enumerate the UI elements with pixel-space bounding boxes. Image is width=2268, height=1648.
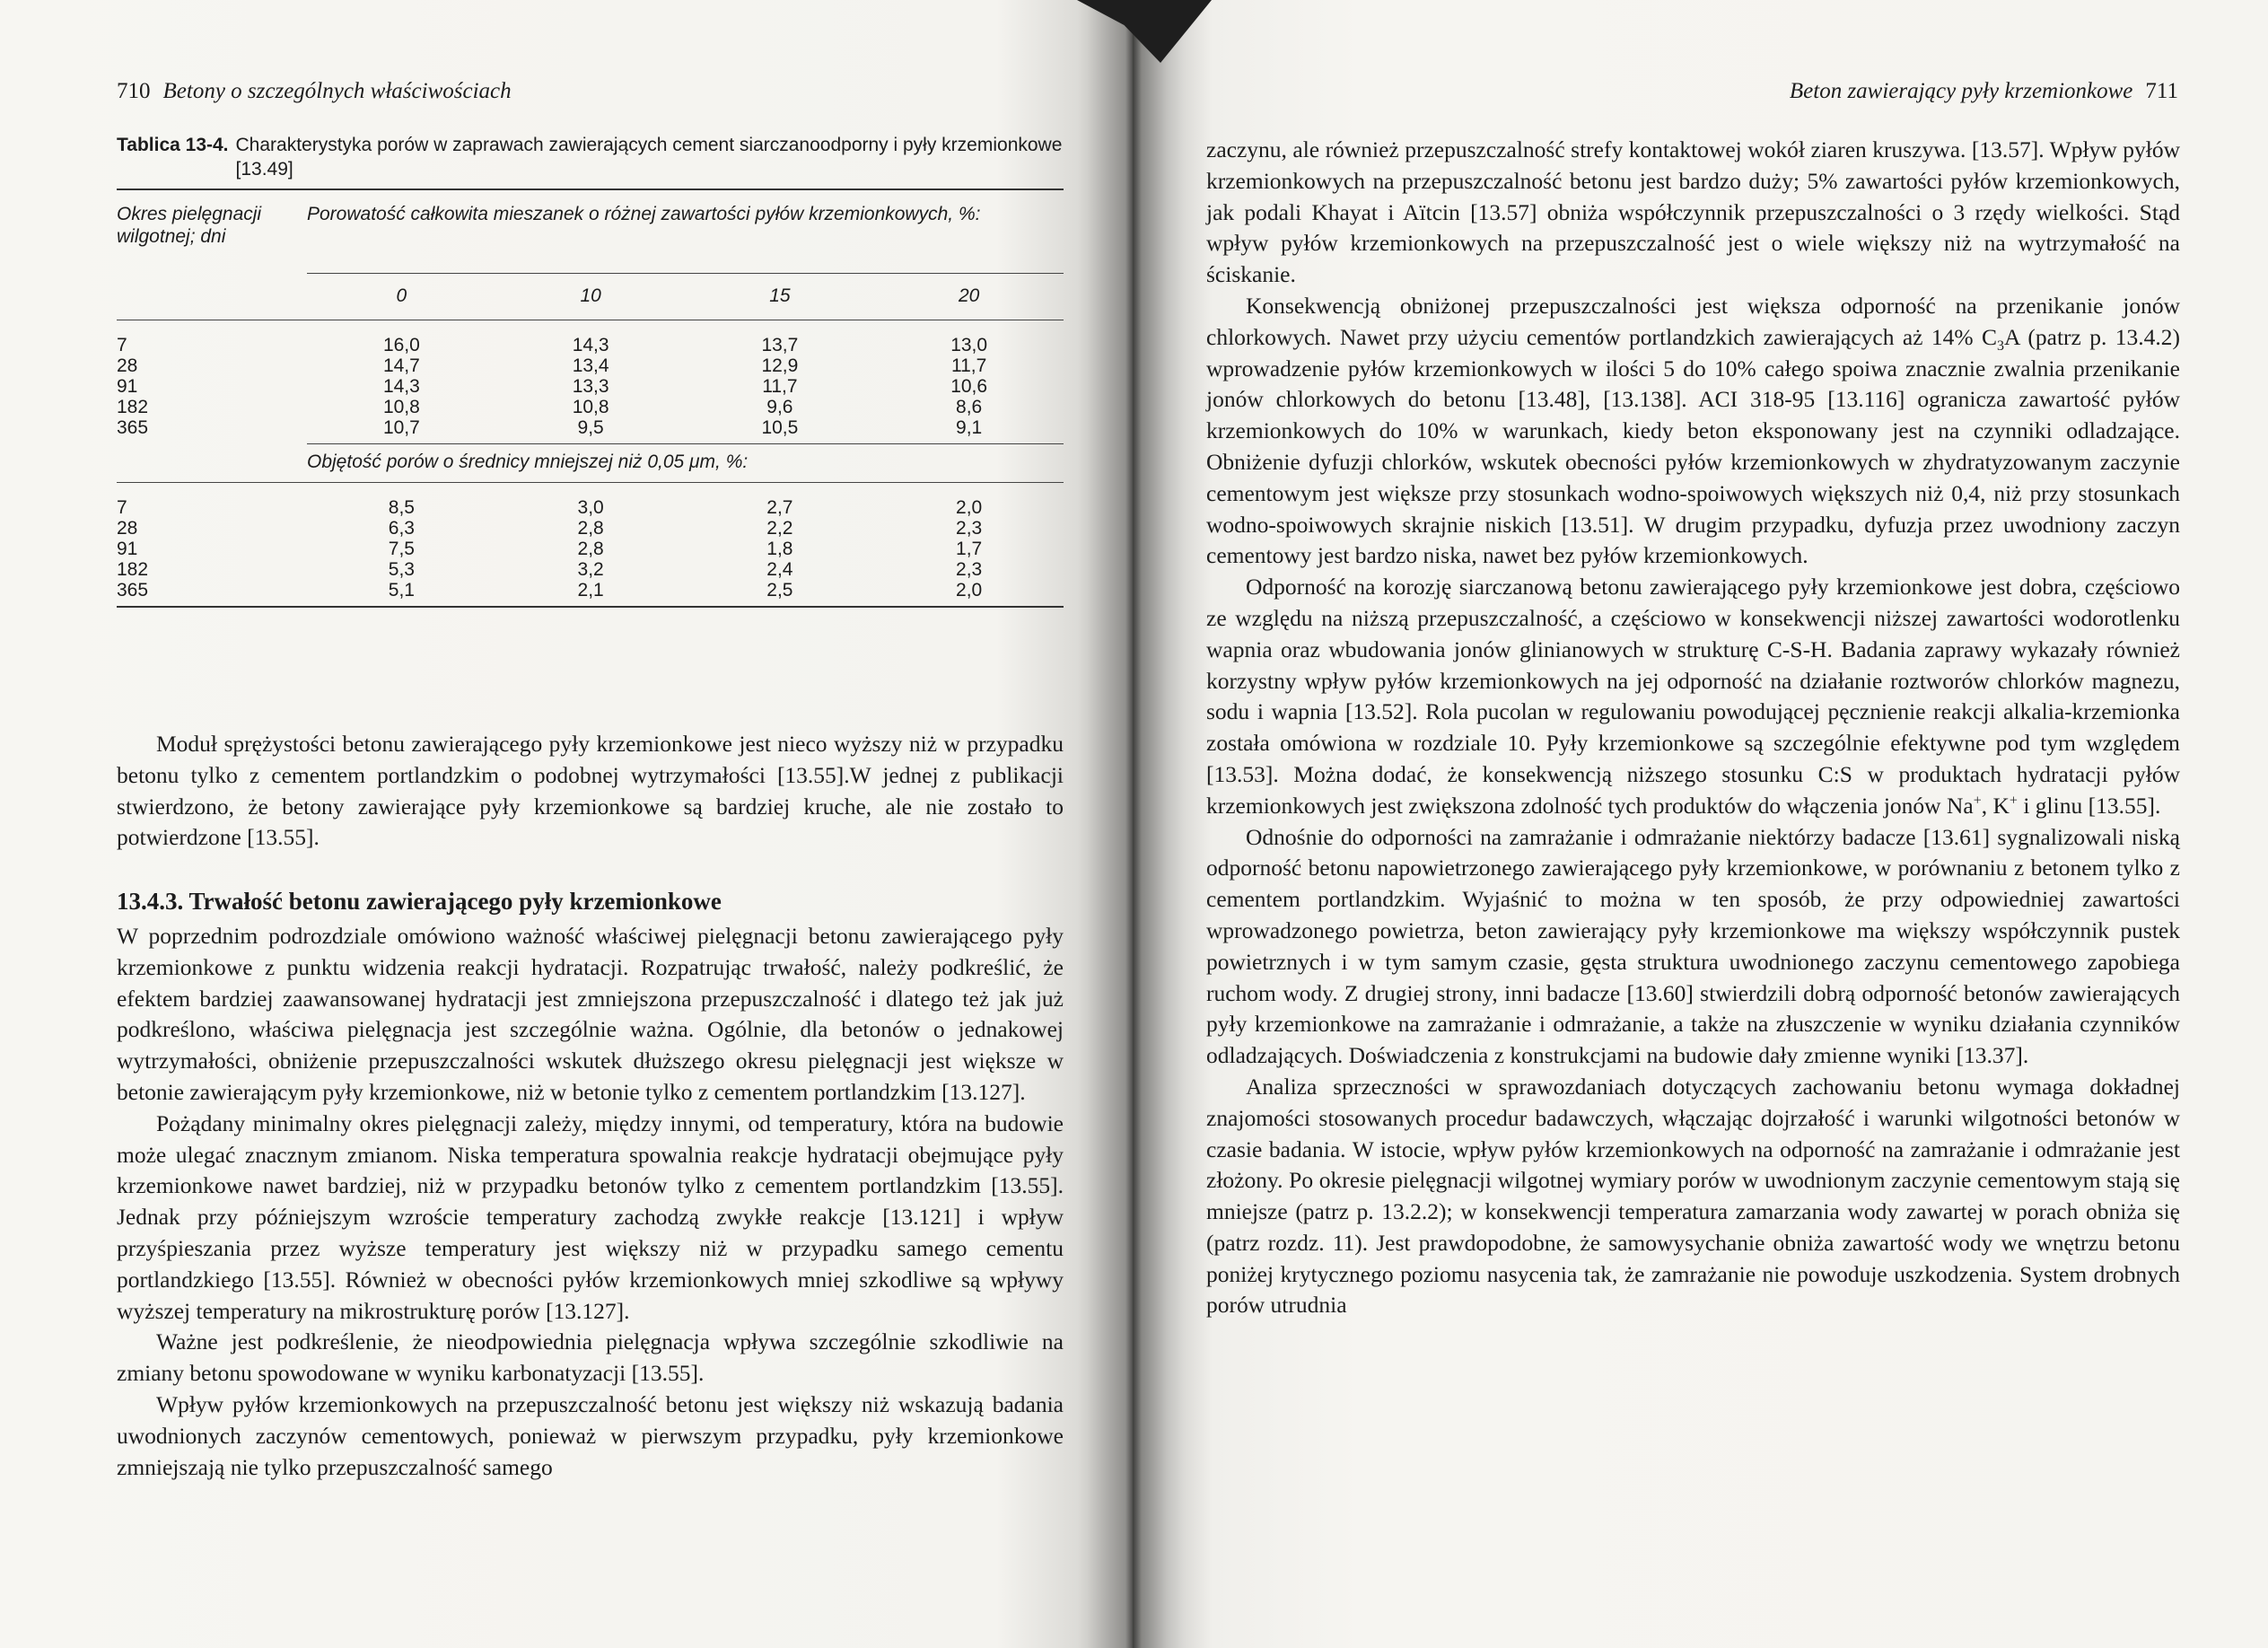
- span-header-small-pores: Objętość porów o średnicy mniejszej niż 0,05 μm, %:: [307, 451, 749, 472]
- value-cell: 1,7: [956, 539, 983, 559]
- value-cell: 13,3: [572, 376, 609, 397]
- col1-header: Okres pielęgnacji wilgotnej; dni: [117, 204, 262, 247]
- value-cell: 2,3: [956, 559, 983, 580]
- left-page-number: 710: [117, 79, 151, 103]
- value-cell: 8,5: [388, 497, 415, 518]
- value-cell: 2,2: [766, 518, 793, 539]
- day-cell: 7: [117, 335, 127, 355]
- value-cell: 10,5: [761, 417, 799, 438]
- paragraph-part: A (patrz p. 13.4.2) wprowadzenie pyłów krzemionkowych w ilości 5 do 10% całego spoiwa znacznie zwalnia przenikanie jonów chlorkowych do betonu [13.48], [13.138]. ACI 318-95 [13.116] ogranicza zawartość pyłów krzemionkowych do 10% w warunkach, kiedy beton eksponowany jest na czynniki odladzające. Obniżenie dyfuzji chlorków, wskutek obecności pyłów krzemionkowych w zhydratyzowanym zaczynie cementowym jest większe przy stosunkach wodno-spoiwowych większych niż 0,4, niż przy stosunkach wodno-spoiwowych skrajnie niskich [13.51]. W drugim przypadku, dyfuzja przez uwodniony zaczyn cementowy jest bardzo niska, nawet bez pyłów krzemionkowych.: [1206, 323, 2180, 569]
- table-section-1: [117, 320, 1064, 443]
- day-cell: 365: [117, 417, 149, 438]
- paragraph-part: Odporność na korozję siarczanową betonu zawierającego pyły krzemionkowe jest dobra, częściowo ze względu na niższą przepuszczalność, a częściowo w konsekwencji niższej zawartości wodorotlenku wapnia oraz wbudowania jonów glinianowych w strukturę C-S-H. Badania zaprawy wykazały również korzystny wpływ pyłów krzemionkowych na jej odporność na działanie roztworów chlorków magnezu, sodu i wapnia [13.52]. Rola pucolan w regulowaniu powodującej pęcznienie reakcji alkalia-krzemionka została omówiona w rozdziale 10. Pyły krzemionkowe są szczególnie efektywne pod tym względem [13.53]. Można dodać, że konsekwencją niższego stosunku C:S w produktach hydratacji pyłów krzemionkowych jest zwiększona zdolność tych produktów do włączenia jonów Na: [1206, 574, 2180, 819]
- value-cell: 2,0: [956, 497, 983, 518]
- day-cell: 365: [117, 580, 149, 600]
- column-header: 15: [769, 285, 791, 306]
- left-running-title: Betony o szczególnych właściwościach: [162, 79, 512, 103]
- section-heading: 13.4.3. Trwałość betonu zawierającego pyły krzemionkowe: [117, 888, 722, 916]
- paragraph: Wpływ pyłów krzemionkowych na przepuszczalność betonu jest większy niż wskazują badania uwodnionych zaczynów cementowych, ponieważ w pierwszym przypadku, pyły krzemionkowe zmniejszają nie tylko przepuszczalność samego: [117, 1390, 1064, 1480]
- superscript: +: [2009, 793, 2018, 809]
- right-page-number: 711: [2145, 79, 2178, 103]
- table-section-2: [117, 483, 1064, 606]
- value-cell: 5,3: [388, 559, 415, 580]
- day-cell: 28: [117, 518, 138, 539]
- value-cell: 13,4: [572, 355, 609, 376]
- value-column: [874, 335, 1064, 438]
- column-headers: [307, 285, 1064, 307]
- value-column: [496, 497, 686, 600]
- value-column: [496, 335, 686, 438]
- paragraph-part: i glinu [13.55].: [2017, 792, 2161, 819]
- value-cell: 13,7: [761, 335, 799, 355]
- value-cell: 14,3: [382, 376, 420, 397]
- value-cell: 2,8: [577, 518, 604, 539]
- paragraph: Pożądany minimalny okres pielęgnacji zależy, między innymi, od temperatury, która na budowie może ulegać znacznym zmianom. Niska temperatura spowalnia reakcje hydratacji obejmujące pyły krzemionkowe nawet bardziej, niż w przypadku betonów tylko z cementem portlandzkim [13.55]. Jednak przy późniejszym wzroście temperatury zachodzą zwykłe reakcje [13.121] i wpływ przyśpieszania przez wyższe temperatury jest większy niż w przypadku samego cementu portlandzkiego [13.55]. Również w obecności pyłów krzemionkowych mniej szkodliwe są wpływy wyższej temperatury na mikrostrukturę porów [13.127].: [117, 1109, 1064, 1324]
- value-cell: 2,8: [577, 539, 604, 559]
- superscript: +: [1973, 793, 1982, 809]
- table-caption: [117, 133, 1064, 181]
- value-cell: 9,1: [956, 417, 983, 438]
- value-cell: 10,6: [950, 376, 988, 397]
- value-cell: 13,0: [950, 335, 988, 355]
- value-column: [686, 335, 875, 438]
- value-cell: 16,0: [382, 335, 420, 355]
- value-cell: 2,0: [956, 580, 983, 600]
- value-cell: 2,7: [766, 497, 793, 518]
- column-header: 0: [396, 285, 407, 306]
- value-column: [874, 497, 1064, 600]
- paragraph-part: , K: [1981, 792, 2010, 819]
- subscript: 3: [1997, 337, 2004, 354]
- value-cell: 11,7: [762, 376, 798, 397]
- table-bottom-rule: [117, 606, 1064, 608]
- value-column: [686, 497, 875, 600]
- table-label: Tablica 13-4.: [117, 135, 229, 155]
- value-column: [307, 497, 496, 600]
- day-cell: 182: [117, 559, 149, 580]
- span-header-porosity: Porowatość całkowita mieszanek o różnej zawartości pyłów krzemionkowych, %:: [307, 204, 981, 224]
- value-column: [307, 335, 496, 438]
- right-page: [1133, 0, 2268, 1648]
- value-cell: 5,1: [388, 580, 415, 600]
- day-cell: 7: [117, 497, 127, 518]
- value-cell: 2,1: [577, 580, 604, 600]
- column-header: 10: [580, 285, 601, 306]
- value-cell: 10,8: [572, 397, 609, 417]
- day-cell: 91: [117, 376, 138, 397]
- paragraph: Ważne jest podkreślenie, że nieodpowiednia pielęgnacja wpływa szczególnie szkodliwie na zmiany betonu spowodowane w wyniku karbonatyzacji [13.55].: [117, 1328, 1064, 1387]
- paragraph: [1206, 291, 2180, 572]
- day-cell: 182: [117, 397, 149, 417]
- table-caption-text: Charakterystyka porów w zaprawach zawierających cement siarczanoodporny i pyły krzemionkowe [13.49]: [235, 135, 1063, 180]
- value-cell: 10,7: [382, 417, 420, 438]
- value-cell: 12,9: [761, 355, 799, 376]
- value-cell: 10,8: [382, 397, 420, 417]
- value-cell: 2,3: [956, 518, 983, 539]
- left-body-text: [117, 729, 1064, 1483]
- pore-table: [117, 133, 1064, 608]
- paragraph: W poprzednim podrozdziale omówiono ważność właściwej pielęgnacji betonu zawierającego pyły krzemionkowe z punktu widzenia reakcji hydratacji. Rozpatrując trwałość, należy podkreślić, że efektem bardziej zaawansowanej hydratacji jest zmniejszona przepuszczalność i dlatego też jak już podkreślono, właściwa pielęgnacja jest szczególnie ważna. Ogólnie, dla betonów o jednakowej wytrzymałości, obniżenie przepuszczalności wskutek dłuższego okresu pielęgnacji jest większe w betonie zawierającym pyły krzemionkowe, niż w betonie tylko z cementem portlandzkim [13.127].: [117, 922, 1064, 1105]
- value-cell: 7,5: [388, 539, 415, 559]
- value-cell: 2,4: [766, 559, 793, 580]
- header-subrule: [307, 273, 1064, 274]
- value-cell: 14,3: [572, 335, 609, 355]
- day-cell: 91: [117, 539, 138, 559]
- table-header: [117, 190, 1064, 320]
- paragraph: zaczynu, ale również przepuszczalność strefy kontaktowej wokół ziaren kruszywa. [13.57]. Wpływ pyłów krzemionkowych na przepuszczalność betonu jest bardzo duży; 5% zawartości pyłów krzemionkowych, jak podali Khayat i Aïtcin [13.57] obniża współczynnik przepuszczalności o 3 rzędy wielkości. Stąd wpływ pyłów krzemionkowych na przepuszczalność jest o wiele większy niż na wytrzymałość na ściskanie.: [1206, 136, 2180, 288]
- right-running-head: [1790, 79, 2178, 104]
- value-cell: 3,0: [577, 497, 604, 518]
- paragraph-part: Konsekwencją obniżonej przepuszczalności jest większa odporność na przenikanie jonów chlorkowych. Nawet przy użyciu cementów portlandzkich zawierających aż 14% C: [1206, 292, 2180, 350]
- value-cell: 1,8: [766, 539, 793, 559]
- header-right: [307, 203, 1064, 320]
- days-column: [117, 497, 307, 600]
- values-grid: [307, 335, 1064, 438]
- column-header: 20: [958, 285, 980, 306]
- paragraph: [1206, 572, 2180, 821]
- value-cell: 9,6: [766, 397, 793, 417]
- left-running-head: [117, 79, 512, 104]
- value-cell: 2,5: [766, 580, 793, 600]
- value-cell: 9,5: [577, 417, 604, 438]
- paragraph: Odnośnie do odporności na zamrażanie i odmrażanie niektórzy badacze [13.61] sygnalizowali niską odporność betonu napowietrzonego zawierającego pyły krzemionkowe, w porównaniu z betonem tylko z cementem portlandzkim. Wyjaśnić to można w ten sposób, że przy odpowiedniej zawartości wprowadzonego powietrza, beton zawierający pyły krzemionkowe ma większy współczynnik pustek powietrznych i w tym samym czasie, gęsta struktura uwodnionego zaczynu cementowego zapobiega ruchom wody. Z drugiej strony, inni badacze [13.60] stwierdzili dobrą odporność betonów zawierających pyły krzemionkowe na zamrażanie i odmrażanie, a także na złuszczenie w wyniku działania czynników odladzających. Doświadczenia z konstrukcjami na budowie dały zmienne wyniki [13.37].: [1206, 823, 2180, 1069]
- days-column: [117, 335, 307, 438]
- table-subheader: [117, 444, 1064, 482]
- left-page: [0, 0, 1133, 1648]
- value-cell: 14,7: [382, 355, 420, 376]
- values-grid: [307, 497, 1064, 600]
- paragraph: Moduł sprężystości betonu zawierającego pyły krzemionkowe jest nieco wyższy niż w przypadku betonu tylko z cementem portlandzkim o podobnej wytrzymałości [13.55].W jednej z publikacji stwierdzono, że betony zawierające pyły krzemionkowe są bardziej kruche, ale nie zostało to potwierdzone [13.55].: [117, 731, 1064, 851]
- value-cell: 11,7: [950, 355, 987, 376]
- right-running-title: Beton zawierający pyły krzemionkowe: [1789, 79, 2133, 103]
- right-body-text: [1206, 135, 2180, 1321]
- value-cell: 6,3: [388, 518, 415, 539]
- day-cell: 28: [117, 355, 138, 376]
- paragraph: Analiza sprzeczności w sprawozdaniach dotyczących zachowaniu betonu wymaga dokładnej znajomości stosowanych procedur badawczych, włączając dojrzałość i warunki wilgotności betonów w czasie badania. W istocie, wpływ pyłów krzemionkowych na odporność na zamrażanie i odmrażanie jest złożony. Po okresie pielęgnacji wilgotnej wymiary porów w uwodnionym zaczynie cementowym stają się mniejsze (patrz p. 13.2.2); w konsekwencji temperatura zamarzania wody zawartej w porach obniża się (patrz rozdz. 11). Jest prawdopodobne, że samowysychanie obniża zawartość wody we wnętrzu betonu poniżej krytycznego poziomu nasycenia tak, że zamrażanie nie powoduje uszkodzenia. System drobnych porów utrudnia: [1206, 1073, 2180, 1319]
- value-cell: 8,6: [956, 397, 983, 417]
- value-cell: 3,2: [577, 559, 604, 580]
